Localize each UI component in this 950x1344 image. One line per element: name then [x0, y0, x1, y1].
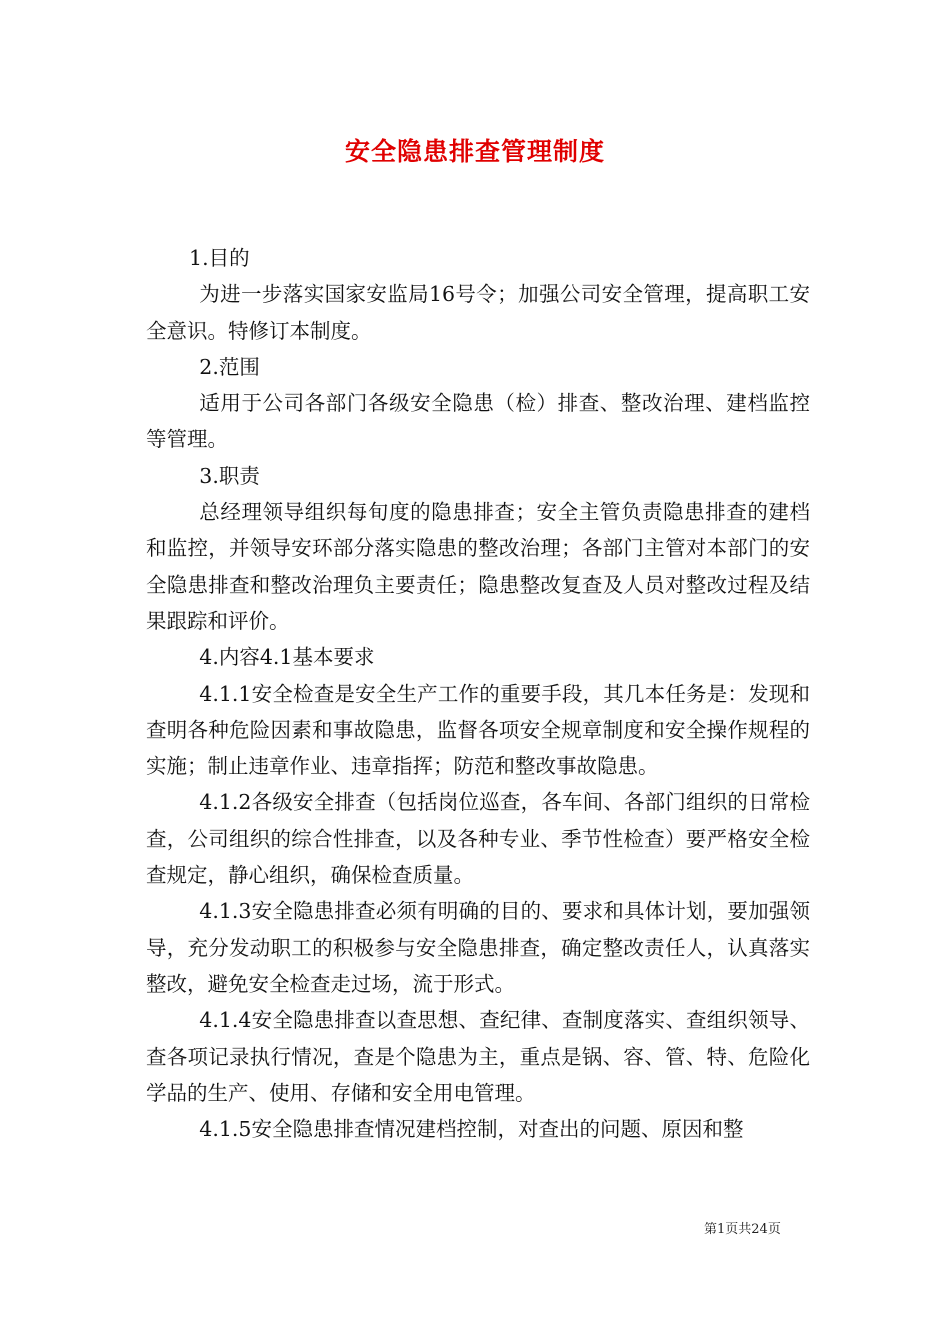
section-heading-responsibilities: 3.职责 — [199, 463, 260, 488]
section-heading-content: 4.内容4.1基本要求 — [199, 645, 375, 670]
document-body — [146, 240, 810, 1147]
paragraph-scope: 适用于公司各部门各级安全隐患（检）排查、整改治理、建档监控等管理。 — [146, 391, 810, 452]
paragraph-4-1-4: 4.1.4安全隐患排查以查思想、查纪律、查制度落实、查组织领导、查各项记录执行情况，查是个隐患为主，重点是锅、容、管、特、危险化学品的生产、使用、存储和安全用电管理。 — [146, 1008, 810, 1105]
section-heading-scope: 2.范围 — [199, 354, 260, 379]
paragraph-4-1-3: 4.1.3安全隐患排查必须有明确的目的、要求和具体计划，要加强领导，充分发动职工的积极参与安全隐患排查，确定整改责任人，认真落实整改，避免安全检查走过场，流于形式。 — [146, 899, 810, 996]
paragraph-4-1-1: 4.1.1安全检查是安全生产工作的重要手段，其几本任务是：发现和查明各种危险因素和事故隐患，监督各项安全规章制度和安全操作规程的实施；制止违章作业、违章指挥；防范和整改事故隐患。 — [146, 681, 810, 779]
paragraph-4-1-2: 4.1.2各级安全排查（包括岗位巡查，各车间、各部门组织的日常检查，公司组织的综合性排查，以及各种专业、季节性检查）要严格安全检查规定，静心组织，确保检查质量。 — [146, 790, 810, 888]
paragraph-purpose: 为进一步落实国家安监局16号令；加强公司安全管理，提高职工安全意识。特修订本制度。 — [146, 282, 810, 343]
section-heading-purpose: 1.目的 — [189, 246, 250, 270]
document-title: 安全隐患排查管理制度 — [344, 137, 605, 166]
page-number-footer: 第1页共24页 — [704, 1222, 781, 1237]
paragraph-responsibilities: 总经理领导组织每旬度的隐患排查；安全主管负责隐患排查的建档和监控，并领导安环部分落实隐患的整改治理；各部门主管对本部门的安全隐患排查和整改治理负主要责任；隐患整改复查及人员对整改过程及结果跟踪和评价。 — [146, 500, 810, 633]
paragraph-4-1-5: 4.1.5安全隐患排查情况建档控制，对查出的问题、原因和整 — [199, 1117, 744, 1142]
